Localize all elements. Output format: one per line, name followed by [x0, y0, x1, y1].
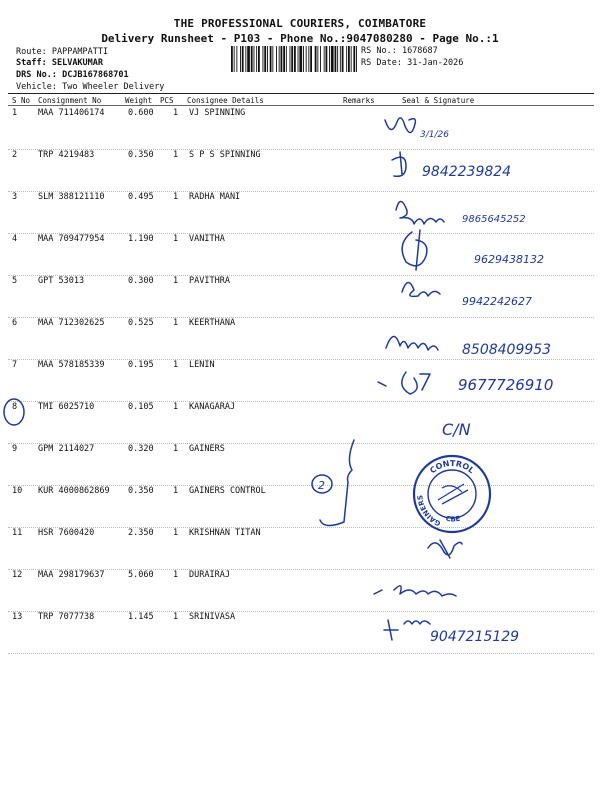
col-header-consignment: Consignment No — [38, 96, 102, 105]
barcode-bar — [342, 46, 344, 72]
cell-sno: 11 — [12, 528, 23, 538]
barcode-bar — [242, 46, 244, 72]
table-row — [8, 486, 594, 528]
barcode-bar — [326, 46, 328, 72]
cell-consignment: KUR 4000862869 — [38, 486, 110, 496]
barcode-bar — [263, 46, 264, 72]
col-header-remarks: Remarks — [343, 96, 375, 105]
cell-weight: 0.495 — [128, 192, 154, 202]
barcode-bar — [258, 46, 260, 72]
drs-value: DCJB167868701 — [62, 70, 129, 80]
handwritten-phone-row4: 9629438132 — [474, 253, 544, 266]
cell-consignment: MAA 712302625 — [38, 318, 105, 328]
cell-consignee: VANITHA — [189, 234, 225, 244]
cell-weight: 0.350 — [128, 486, 154, 496]
cell-consignee: KEERTHANA — [189, 318, 236, 328]
handwritten-date-row1: 3/1/26 — [420, 130, 449, 140]
table-row — [8, 360, 594, 402]
table-row — [8, 108, 594, 150]
cell-consignment: MAA 709477954 — [38, 234, 105, 244]
cell-weight: 0.195 — [128, 360, 154, 370]
cell-consignment: MAA 711406174 — [38, 108, 105, 118]
handwritten-phone-row2: 9842239824 — [422, 164, 512, 180]
rs-date-value: 31-Jan-2026 — [407, 58, 464, 68]
cell-pcs: 1 — [173, 528, 179, 538]
barcode-bar — [245, 46, 246, 72]
cell-consignment: TMI 6025710 — [38, 402, 95, 412]
table-row — [8, 444, 594, 486]
table-row — [8, 570, 594, 612]
barcode-bar — [340, 46, 341, 72]
staff-line — [16, 58, 103, 68]
handwritten-note-row8: C/N — [442, 420, 471, 439]
stamp-top-text: CONTROL — [428, 458, 476, 476]
cell-sno: 13 — [12, 612, 23, 622]
handwritten-phone-row7: 9677726910 — [458, 376, 554, 394]
staff-value: SELVAKUMAR — [51, 58, 104, 68]
handwritten-phone-row6: 8508409953 — [462, 342, 552, 358]
table-row — [8, 528, 594, 570]
col-header-seal: Seal & Signature — [402, 96, 475, 105]
barcode-bar — [281, 46, 283, 72]
barcode-bar — [283, 46, 285, 72]
vehicle-line — [16, 82, 164, 92]
table-row — [8, 234, 594, 276]
cell-sno: 2 — [12, 150, 18, 160]
barcode-bar — [317, 46, 318, 72]
cell-weight: 2.350 — [128, 528, 154, 538]
cell-sno: 3 — [12, 192, 18, 202]
barcode — [231, 46, 357, 72]
cell-pcs: 1 — [173, 570, 179, 580]
cell-sno: 8 — [12, 402, 18, 412]
company-stamp — [412, 454, 492, 534]
cell-sno: 7 — [12, 360, 18, 370]
barcode-bar — [303, 46, 304, 72]
barcode-bar — [337, 46, 338, 72]
barcode-bar — [320, 46, 321, 72]
barcode-bar — [264, 46, 266, 72]
barcode-bar — [290, 46, 291, 72]
rs-no-value: 1678687 — [401, 46, 438, 56]
cell-consignee: GAINERS CONTROL — [189, 486, 266, 496]
col-header-consignee: Consignee Details — [187, 96, 264, 105]
cell-consignee: LENIN — [189, 360, 215, 370]
cell-consignee: S P S SPINNING — [189, 150, 261, 160]
barcode-bar — [276, 46, 277, 72]
staff-label: Staff: — [16, 58, 47, 68]
cell-consignment: TRP 4219483 — [38, 150, 95, 160]
svg-text:CONTROL — [428, 459, 476, 475]
vehicle-value: Two Wheeler Delivery — [62, 82, 165, 92]
cell-sno: 1 — [12, 108, 18, 118]
barcode-bar — [291, 46, 293, 72]
cell-sno: 12 — [12, 570, 23, 580]
cell-sno: 4 — [12, 234, 18, 244]
cell-consignment: HSR 7600420 — [38, 528, 95, 538]
header-divider-top — [8, 93, 594, 94]
rs-no-label: RS No.: — [361, 46, 397, 56]
cell-consignment: MAA 298179637 — [38, 570, 105, 580]
rs-no-line — [361, 46, 438, 56]
cell-consignee: RADHA MANI — [189, 192, 241, 202]
cell-weight: 0.350 — [128, 150, 154, 160]
cell-weight: 0.600 — [128, 108, 154, 118]
row-divider — [8, 653, 594, 654]
cell-sno: 5 — [12, 276, 18, 286]
rs-date-label: RS Date: — [361, 58, 402, 68]
barcode-bar — [236, 46, 237, 72]
cell-consignment: MAA 578185339 — [38, 360, 105, 370]
vehicle-label: Vehicle: — [16, 82, 57, 92]
barcode-bar — [270, 46, 272, 72]
table-row — [8, 612, 594, 654]
route-label: Route: — [16, 47, 47, 57]
header-divider-bottom — [8, 105, 594, 106]
table-row — [8, 192, 594, 234]
table-row — [8, 318, 594, 360]
barcode-bar — [348, 46, 350, 72]
cell-consignee: VJ SPINNING — [189, 108, 246, 118]
cell-pcs: 1 — [173, 360, 179, 370]
barcode-bar — [331, 46, 334, 72]
handwritten-phone-row3: 9865645252 — [462, 214, 526, 225]
barcode-bar — [286, 46, 287, 72]
cell-weight: 0.300 — [128, 276, 154, 286]
cell-weight: 0.105 — [128, 402, 154, 412]
barcode-bar — [272, 46, 273, 72]
barcode-bar — [298, 46, 299, 72]
barcode-bar — [351, 46, 352, 72]
cell-consignment: GPT 53013 — [38, 276, 85, 286]
barcode-bar — [256, 46, 257, 72]
barcode-bar — [254, 46, 255, 72]
cell-pcs: 1 — [173, 108, 179, 118]
barcode-bar — [234, 46, 235, 72]
cell-consignment: TRP 7077738 — [38, 612, 95, 622]
svg-text:CBE — [445, 515, 461, 524]
cell-pcs: 1 — [173, 318, 179, 328]
barcode-bar — [251, 46, 253, 72]
cell-weight: 1.190 — [128, 234, 154, 244]
cell-pcs: 1 — [173, 612, 179, 622]
page-subtitle: Delivery Runsheet - P103 - Phone No.:9047080280 - Page No.:1 — [101, 32, 499, 45]
barcode-bar — [346, 46, 347, 72]
cell-pcs: 1 — [173, 192, 179, 202]
handwritten-phone-row13: 9047215129 — [430, 629, 520, 645]
cell-consignment: SLM 388121110 — [38, 192, 105, 202]
barcode-bar — [247, 46, 250, 72]
handwritten-phone-row5: 9942242627 — [462, 295, 532, 308]
cell-sno: 9 — [12, 444, 18, 454]
barcode-bar — [356, 46, 357, 72]
cell-weight: 0.320 — [128, 444, 154, 454]
barcode-bar — [299, 46, 302, 72]
barcode-bar — [310, 46, 312, 72]
col-header-weight: Weight — [125, 96, 153, 105]
barcode-bar — [267, 46, 268, 72]
barcode-bar — [353, 46, 355, 72]
stamp-left-text: GAINERS — [416, 494, 443, 528]
col-header-sno: S No — [12, 96, 31, 105]
cell-consignee: SRINIVASA — [189, 612, 236, 622]
table-row — [8, 150, 594, 192]
barcode-bar — [294, 46, 296, 72]
barcode-bar — [308, 46, 309, 72]
rs-date-line — [361, 58, 463, 68]
table-row — [8, 402, 594, 444]
col-header-pcs: PCS — [160, 96, 174, 105]
barcode-bar — [240, 46, 241, 72]
stamp-bottom-text: CBE — [445, 514, 461, 524]
cell-pcs: 1 — [173, 234, 179, 244]
cell-pcs: 1 — [173, 486, 179, 496]
cell-weight: 0.525 — [128, 318, 154, 328]
drs-label: DRS No.: — [16, 70, 57, 80]
handwritten-mark-row10: 2 — [318, 479, 325, 492]
page-title: THE PROFESSIONAL COURIERS, COIMBATORE — [173, 17, 427, 30]
barcode-bar — [231, 46, 233, 72]
cell-sno: 10 — [12, 486, 23, 496]
table-row — [8, 276, 594, 318]
route-line — [16, 47, 108, 57]
barcode-bar — [329, 46, 330, 72]
barcode-bar — [315, 46, 317, 72]
cell-consignee: GAINERS — [189, 444, 225, 454]
barcode-bar — [335, 46, 337, 72]
cell-pcs: 1 — [173, 150, 179, 160]
cell-consignment: GPM 2114027 — [38, 444, 95, 454]
cell-sno: 6 — [12, 318, 18, 328]
cell-weight: 5.060 — [128, 570, 154, 580]
barcode-bar — [279, 46, 280, 72]
route-value: PAPPAMPATTI — [51, 47, 109, 57]
cell-weight: 1.145 — [128, 612, 154, 622]
cell-consignee: PAVITHRA — [189, 276, 230, 286]
drs-line — [16, 70, 129, 80]
cell-pcs: 1 — [173, 402, 179, 412]
cell-consignee: DURAIRAJ — [189, 570, 230, 580]
cell-pcs: 1 — [173, 444, 179, 454]
cell-pcs: 1 — [173, 276, 179, 286]
barcode-bar — [306, 46, 307, 72]
cell-consignee: KRISHNAN TITAN — [189, 528, 261, 538]
barcode-bar — [324, 46, 325, 72]
cell-consignee: KANAGARAJ — [189, 402, 236, 412]
